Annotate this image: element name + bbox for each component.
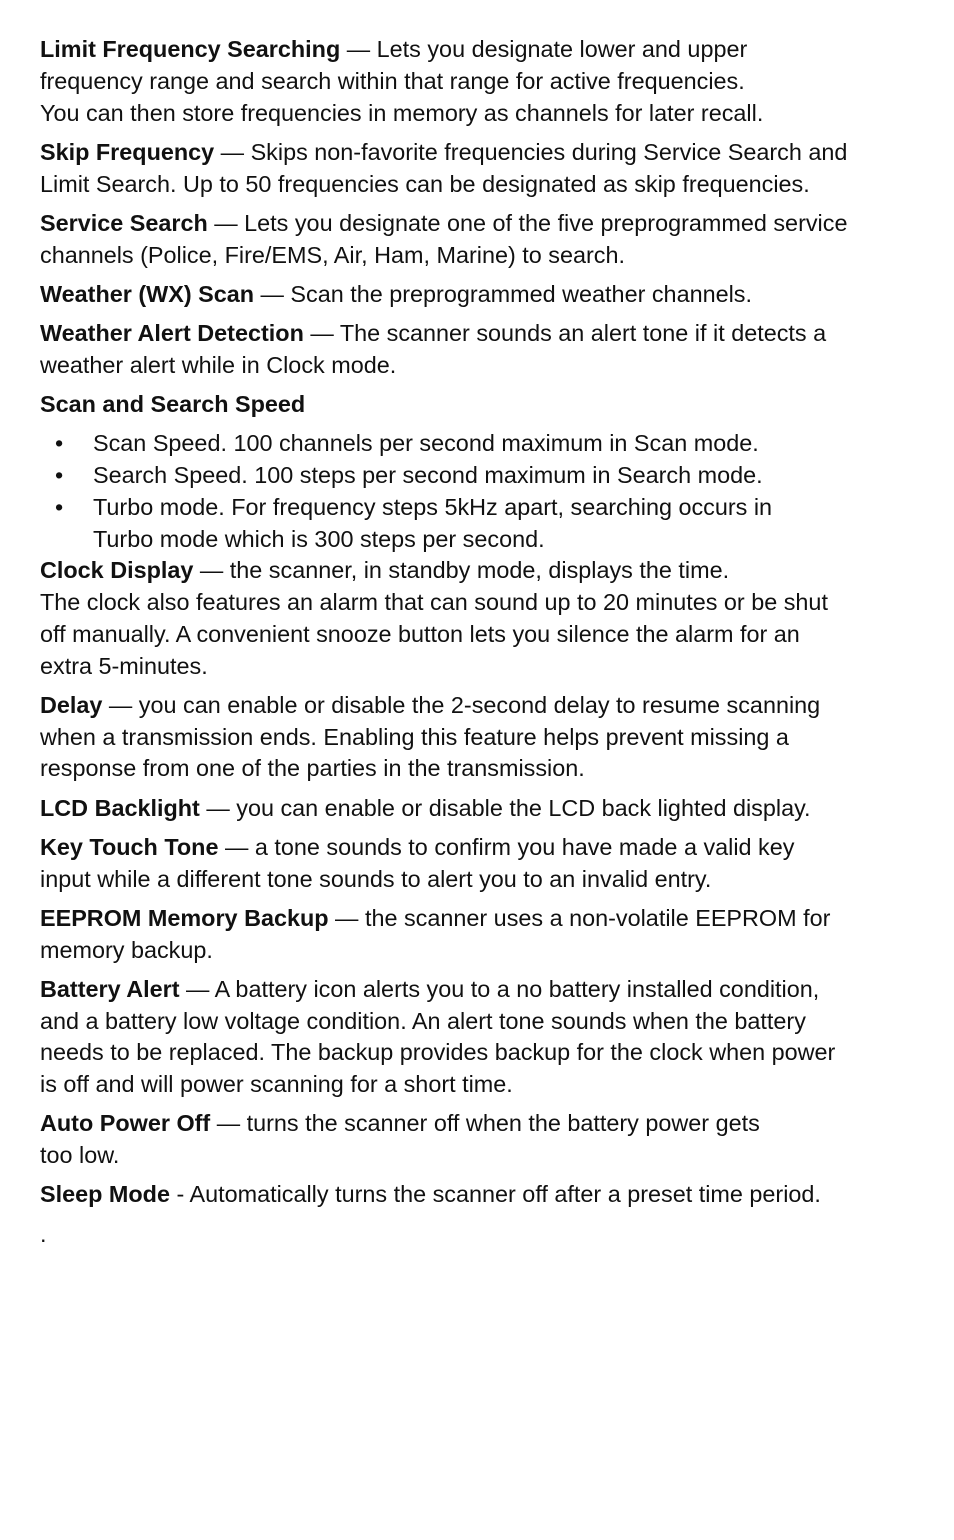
document-page xyxy=(40,34,920,1250)
feature-skip-frequency xyxy=(40,137,920,201)
bullet-text: Turbo mode. For frequency steps 5kHz apart, searching occurs in Turbo mode which is 300 steps per second. xyxy=(93,493,773,552)
feature-term: Weather Alert Detection xyxy=(40,319,304,346)
feature-description: — a tone sounds to confirm you have made a valid key input while a different tone sounds to alert you to an invalid entry. xyxy=(40,833,795,892)
feature-term: Clock Display xyxy=(40,557,194,584)
feature-term: Delay xyxy=(40,691,103,718)
feature-term: EEPROM Memory Backup xyxy=(40,904,329,931)
feature-term: Battery Alert xyxy=(40,975,180,1002)
feature-sleep-mode xyxy=(40,1179,920,1211)
feature-description: — A battery icon alerts you to a no battery installed condition, and a battery low voltage condition. An alert tone sounds when the battery needs to be replaced. The backup provides backup for the clock when power is off and will power scanning for a short time. xyxy=(40,975,836,1098)
feature-description: — Lets you designate one of the five preprogrammed service channels (Police, Fire/EMS, Air, Ham, Marine) to search. xyxy=(40,209,848,268)
feature-clock-display xyxy=(40,555,920,682)
bullet-icon: • xyxy=(55,493,64,520)
feature-description: — Skips non-favorite frequencies during Service Search and Limit Search. Up to 50 frequencies can be designated as skip frequencies. xyxy=(40,138,848,197)
feature-description: — you can enable or disable the 2-second delay to resume scanning when a transmission ends. Enabling this feature helps prevent missing a response from one of the parties in the transmission. xyxy=(40,691,821,782)
trailing-period: . xyxy=(40,1220,47,1247)
section-heading-scan-search-speed: Scan and Search Speed xyxy=(40,390,306,417)
feature-service-search xyxy=(40,208,920,272)
feature-term: Key Touch Tone xyxy=(40,833,219,860)
feature-term: Skip Frequency xyxy=(40,138,215,165)
bullet-icon: • xyxy=(55,461,64,488)
feature-key-touch-tone xyxy=(40,832,920,896)
feature-description: — Scan the preprogrammed weather channels. xyxy=(254,280,752,307)
feature-description: — turns the scanner off when the battery power gets too low. xyxy=(40,1110,760,1169)
feature-auto-power-off xyxy=(40,1108,920,1172)
bullet-text: Search Speed. 100 steps per second maximum in Search mode. xyxy=(93,461,763,488)
feature-delay xyxy=(40,690,920,785)
feature-lcd-backlight xyxy=(40,793,920,825)
feature-term: Service Search xyxy=(40,209,208,236)
feature-term: Sleep Mode xyxy=(40,1181,170,1208)
feature-term: LCD Backlight xyxy=(40,794,200,821)
list-item xyxy=(40,428,920,460)
feature-term: Weather (WX) Scan xyxy=(40,280,255,307)
bullet-icon: • xyxy=(55,430,64,457)
bullet-text: Scan Speed. 100 channels per second maximum in Scan mode. xyxy=(93,430,759,457)
feature-weather-alert-detection xyxy=(40,318,920,382)
speed-bullet-list xyxy=(40,428,920,555)
feature-battery-alert xyxy=(40,974,920,1101)
feature-limit-frequency-searching xyxy=(40,34,920,129)
feature-weather-scan xyxy=(40,279,920,311)
list-item xyxy=(40,460,920,492)
feature-description: — Lets you designate lower and upper frequency range and search within that range for active frequencies. You can then store frequencies in memory as channels for later recall. xyxy=(40,36,764,126)
feature-description: — the scanner, in standby mode, displays the time. The clock also features an alarm that can sound up to 20 minutes or be shut off manually. A convenient snooze button lets you silence the alarm for an extra 5-minutes. xyxy=(40,557,828,679)
feature-term: Limit Frequency Searching xyxy=(40,36,341,62)
feature-description: — the scanner uses a non-volatile EEPROM for memory backup. xyxy=(40,904,831,963)
feature-term: Auto Power Off xyxy=(40,1110,211,1137)
feature-description: - Automatically turns the scanner off after a preset time period. xyxy=(169,1181,821,1208)
list-item xyxy=(40,492,920,556)
feature-description: — The scanner sounds an alert tone if it detects a weather alert while in Clock mode. xyxy=(40,319,827,378)
feature-eeprom-memory-backup xyxy=(40,903,920,967)
feature-description: — you can enable or disable the LCD back lighted display. xyxy=(199,794,811,821)
